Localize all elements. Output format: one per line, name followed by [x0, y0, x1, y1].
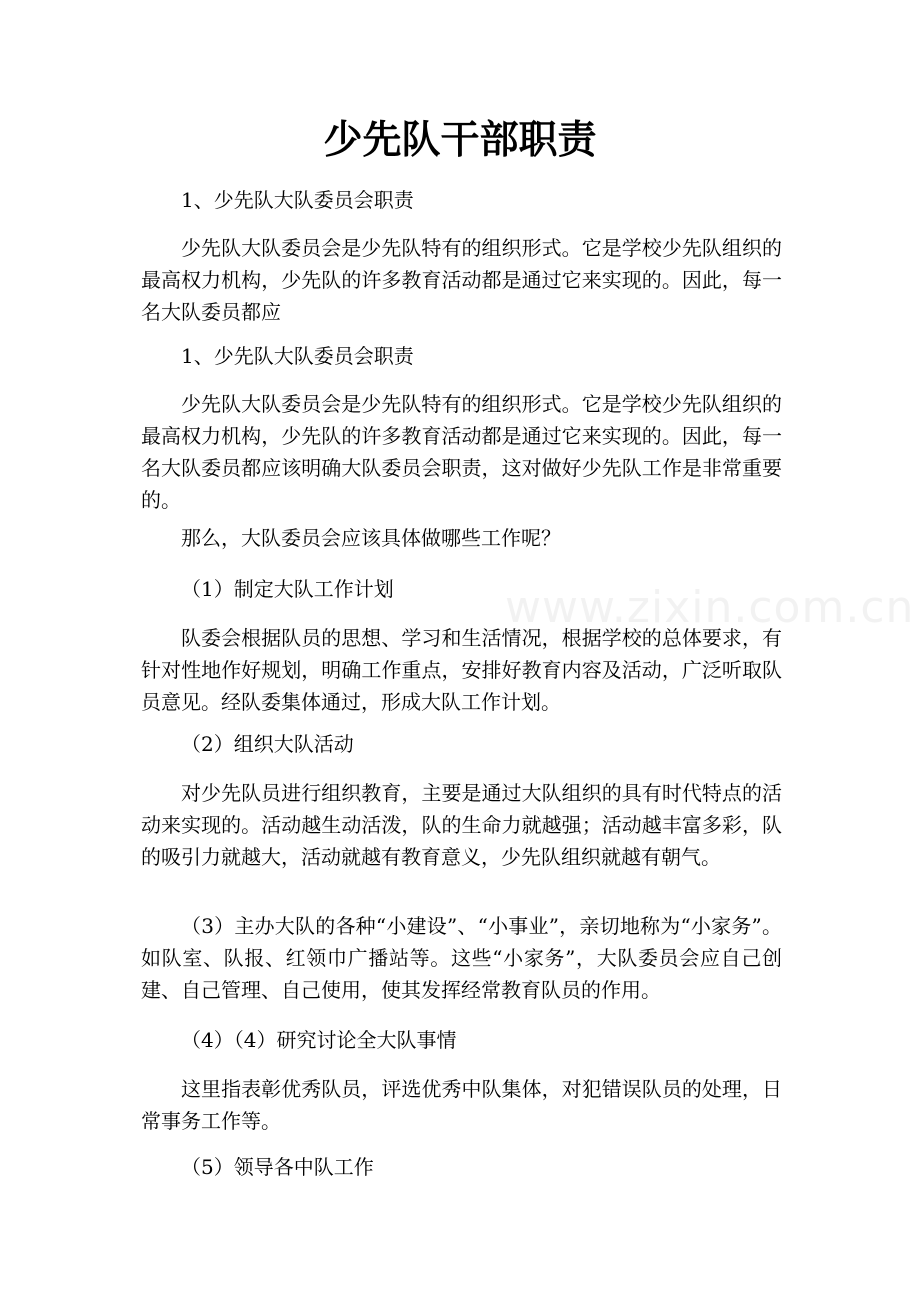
section-heading: 1、少先队大队委员会职责: [181, 344, 414, 368]
section-heading: 1、少先队大队委员会职责: [181, 188, 414, 212]
paragraph: 少先队大队委员会是少先队特有的组织形式。它是学校少先队组织的最高权力机构，少先队的许多教育活动都是通过它来实现的。因此，每一名大队委员都应该明确大队委员会职责，这对做好少先队工作是非常重要的。: [141, 392, 782, 512]
paragraph: 这里指表彰优秀队员，评选优秀中队集体，对犯错误队员的处理，日常事务工作等。: [141, 1077, 782, 1133]
watermark: www.zixin.com.cn: [505, 582, 915, 633]
paragraph: 那么，大队委员会应该具体做哪些工作呢？: [181, 526, 561, 550]
document-title: 少先队干部职责: [323, 118, 597, 163]
item-heading: （2）组织大队活动: [181, 732, 354, 756]
item-heading: （5）领导各中队工作: [181, 1155, 374, 1179]
paragraph: 队委会根据队员的思想、学习和生活情况，根据学校的总体要求，有针对性地作好规划，明确工作重点，安排好教育内容及活动，广泛听取队员意见。经队委集体通过，形成大队工作计划。: [141, 626, 782, 714]
paragraph: （3）主办大队的各种“小建设”、“小事业”，亲切地称为“小家务”。如队室、队报、红领巾广播站等。这些“小家务”，大队委员会应自己创建、自己管理、自己使用，使其发挥经常教育队员的作用。: [141, 914, 782, 1002]
paragraph: 少先队大队委员会是少先队特有的组织形式。它是学校少先队组织的最高权力机构，少先队的许多教育活动都是通过它来实现的。因此，每一名大队委员都应: [141, 236, 782, 324]
paragraph: 对少先队员进行组织教育，主要是通过大队组织的具有时代特点的活动来实现的。活动越生动活泼，队的生命力就越强；活动越丰富多彩，队的吸引力就越大，活动就越有教育意义，少先队组织就越有朝气。: [141, 781, 782, 869]
item-heading: （1）制定大队工作计划: [181, 577, 394, 601]
item-heading: （4）（4）研究讨论全大队事情: [181, 1028, 457, 1052]
